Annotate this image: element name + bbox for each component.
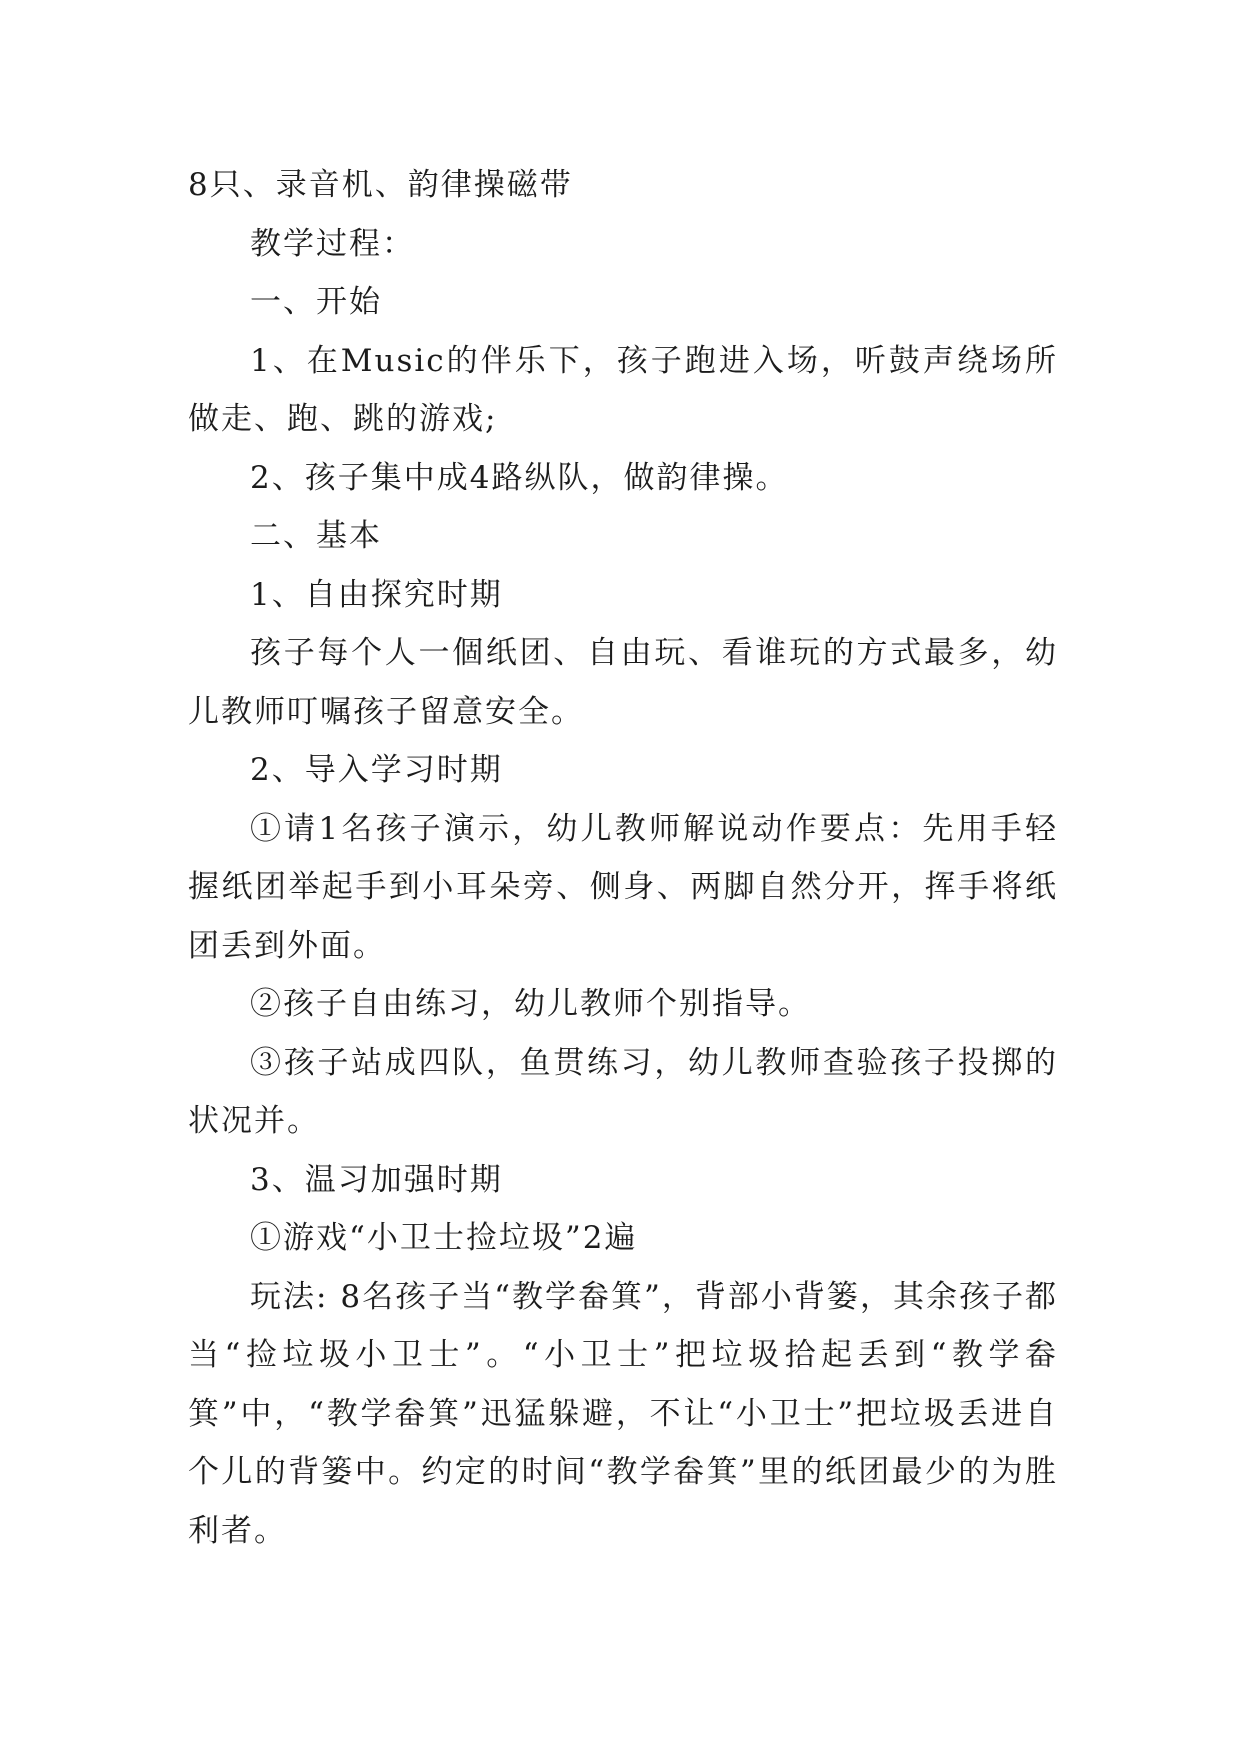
document-body (188, 156, 1058, 1560)
paragraph-start-step-1: 1、在Music的伴乐下，孩子跑进入场，听鼓声绕场所做走、跑、跳的游戏; (188, 342, 1058, 437)
paragraph-free-exploration-body: 孩子每个人一個纸团、自由玩、看谁玩的方式最多，幼儿教师叮嘱孩子留意安全。 (188, 635, 1058, 730)
paragraph-guided-learning-heading: 2、导入学习时期 (250, 752, 503, 788)
paragraph-section-start-heading: 一、开始 (250, 284, 382, 320)
paragraph-guided-learning-item-3: ③孩子站成四队，鱼贯练习，幼儿教师查验孩子投掷的状况并。 (188, 1044, 1058, 1139)
paragraph-guided-learning-item-2: ②孩子自由练习，幼儿教师个别指导。 (250, 986, 811, 1022)
paragraph-teaching-process-heading: 教学过程： (250, 225, 415, 262)
paragraph-review-game: ①游戏“小卫士捡垃圾”2遍 (250, 1220, 638, 1256)
paragraph-materials: 8只、录音机、韵律操磁带 (188, 167, 573, 203)
paragraph-review-heading: 3、温习加强时期 (250, 1161, 503, 1198)
paragraph-guided-learning-item-1: ①请1名孩子演示，幼儿教师解说动作要点：先用手轻握纸团举起手到小耳朵旁、侧身、两脚自然分开，挥手将纸团丢到外面。 (188, 810, 1058, 964)
paragraph-game-rules: 玩法: 8名孩子当“教学畚箕”，背部小背篓，其余孩子都当“捡垃圾小卫士”。“小卫士”把垃圾拾起丢到“教学畚箕”中，“教学畚箕”迅猛躲避，不让“小卫士”把垃圾丢进自个儿的背篓中。约定的时间“教学畚箕”里的纸团最少的为胜利者。 (188, 1278, 1058, 1549)
paragraph-section-basic-heading: 二、基本 (250, 518, 382, 554)
paragraph-free-exploration-heading: 1、自由探究时期 (250, 576, 503, 613)
paragraph-start-step-2: 2、孩子集中成4路纵队，做韵律操。 (250, 459, 789, 496)
